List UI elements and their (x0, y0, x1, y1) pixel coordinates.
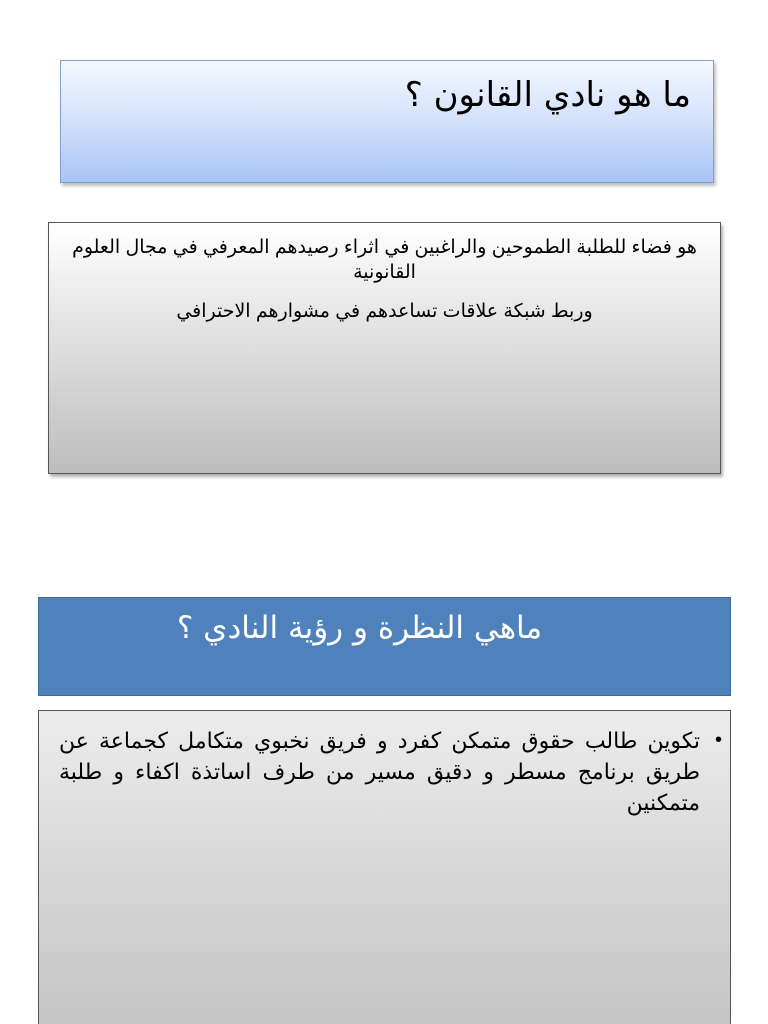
vision-bullet-text: تكوين طالب حقوق متمكن كفرد و فريق نخبوي متكامل كجماعة عن طريق برنامج مسطر و دقيق مسير من طرف اساتذة اكفاء و طلبة متمكنين (59, 728, 700, 815)
definition-text-box (48, 222, 721, 474)
title-box-what-is-club (60, 60, 714, 183)
definition-paragraph-2: وربط شبكة علاقات تساعدهم في مشوارهم الاحترافي (176, 301, 593, 322)
section-1-title: ما هو نادي القانون ؟ (404, 75, 691, 115)
title-box-vision (38, 597, 731, 696)
section-2-title: ماهي النظرة و رؤية النادي ؟ (176, 610, 543, 646)
bullet-icon: • (714, 729, 722, 751)
vision-bullet-item (59, 725, 722, 818)
vision-text-box (38, 710, 731, 1024)
definition-paragraph-1: هو فضاء للطلبة الطموحين والراغبين في اثراء رصيدهم المعرفي في مجال العلوم القانونية (72, 237, 697, 283)
vision-bullet-list (59, 725, 720, 818)
